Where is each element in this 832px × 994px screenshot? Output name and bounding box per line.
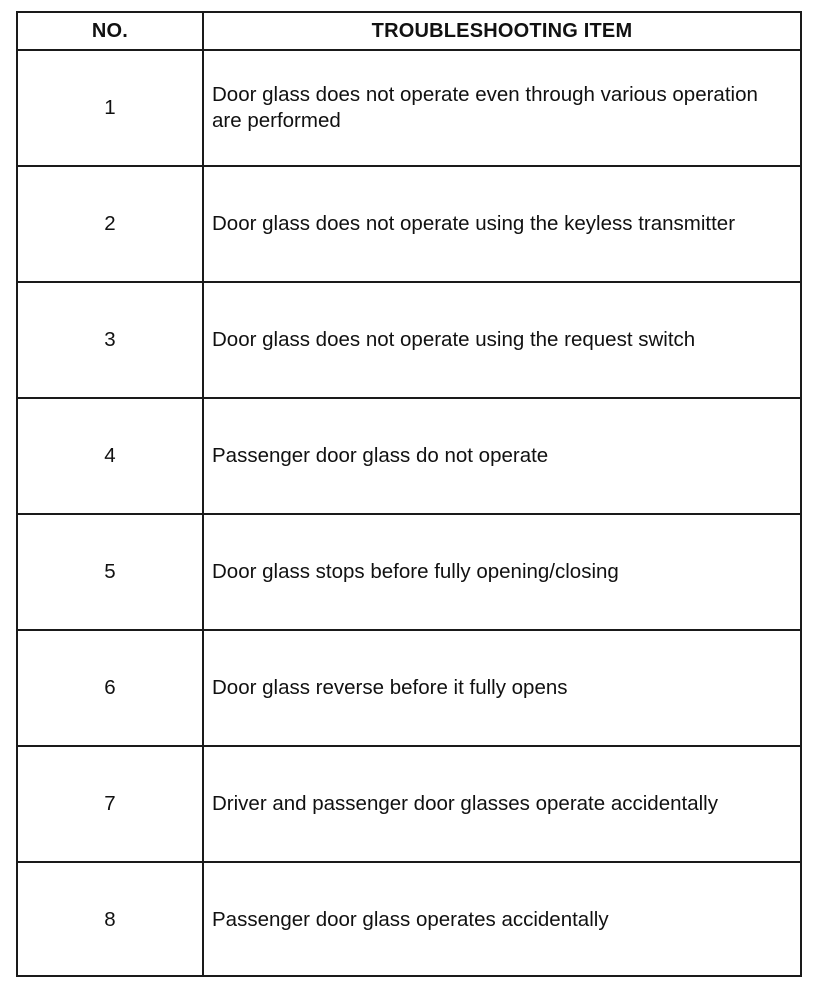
troubleshooting-item: Passenger door glass operates accidentally xyxy=(212,908,609,931)
troubleshooting-item: Driver and passenger door glasses operate accidentally xyxy=(203,746,800,862)
row-number: 4 xyxy=(18,398,203,514)
table-header-row xyxy=(18,13,800,50)
table-row xyxy=(18,746,800,862)
row-number: 2 xyxy=(18,166,203,282)
row-number: 8 xyxy=(18,862,203,977)
table-row xyxy=(18,166,800,282)
row-number: 3 xyxy=(18,282,203,398)
row-number: 1 xyxy=(18,50,203,166)
troubleshooting-item: Door glass stops before fully opening/closing xyxy=(203,514,800,630)
row-number: 7 xyxy=(18,746,203,862)
troubleshooting-table xyxy=(18,13,800,977)
troubleshooting-item: Passenger door glass do not operate xyxy=(203,398,800,514)
table-row xyxy=(18,630,800,746)
troubleshooting-table-frame xyxy=(16,11,802,977)
column-header-no: NO. xyxy=(18,13,203,50)
troubleshooting-item: Door glass does not operate using the keyless transmitter xyxy=(203,166,800,282)
table-row xyxy=(18,514,800,630)
troubleshooting-item: Door glass does not operate even through various operation are performed xyxy=(203,50,800,166)
troubleshooting-item: Door glass reverse before it fully opens xyxy=(203,630,800,746)
troubleshooting-item: Door glass does not operate using the request switch xyxy=(203,282,800,398)
table-row xyxy=(18,282,800,398)
row-number: 6 xyxy=(18,630,203,746)
column-header-troubleshooting-item: TROUBLESHOOTING ITEM xyxy=(203,13,800,50)
table-row xyxy=(18,398,800,514)
table-row xyxy=(18,862,800,977)
table-row xyxy=(18,50,800,166)
row-number: 5 xyxy=(18,514,203,630)
